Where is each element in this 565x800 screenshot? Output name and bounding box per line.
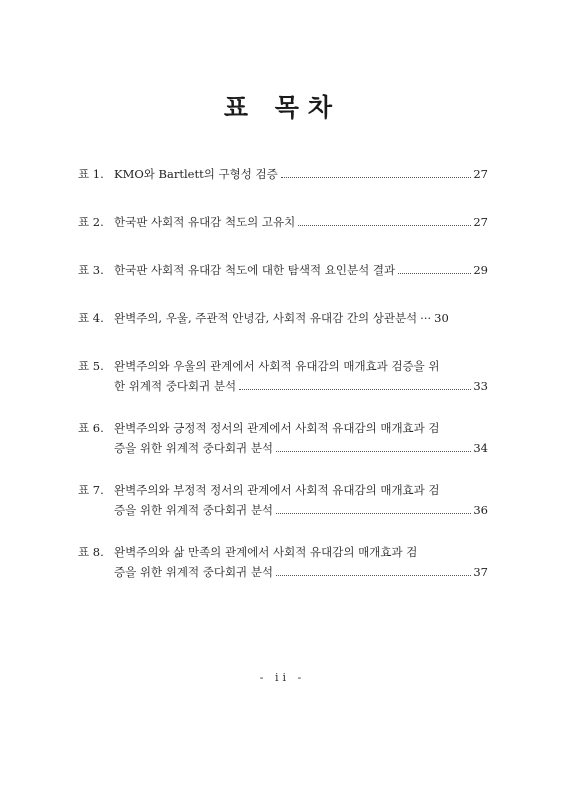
toc-entry-title: 완벽주의와 우울의 관계에서 사회적 유대감의 매개효과 검증을 위 — [114, 359, 440, 373]
toc-entry-title-continued: 증을 위한 위계적 중다회귀 분석 — [114, 503, 274, 517]
toc-page-number: 30 — [434, 311, 449, 325]
toc-page-number: 36 — [473, 503, 488, 517]
toc-entry[interactable] — [78, 260, 488, 280]
dot-leader — [276, 575, 471, 576]
dot-leader — [298, 225, 471, 226]
dot-leader — [276, 513, 471, 514]
toc-entry-title-continued: 증을 위한 위계적 중다회귀 분석 — [114, 441, 274, 455]
toc-entry-title-continued: 증을 위한 위계적 중다회귀 분석 — [114, 565, 274, 579]
toc-entry[interactable] — [78, 308, 488, 328]
ellipsis-leader: ··· — [420, 311, 432, 325]
toc-entry[interactable] — [78, 356, 488, 396]
dot-leader — [398, 273, 471, 274]
toc-entry-title: KMO와 Bartlett의 구형성 검증 — [114, 167, 278, 181]
page-title: 표 목차 — [223, 93, 342, 122]
toc-entry[interactable] — [78, 542, 488, 582]
toc-page-number: 27 — [473, 215, 488, 229]
toc-page-number: 33 — [473, 379, 488, 393]
toc-entry-number: 표 8. — [78, 545, 104, 559]
dot-leader — [281, 177, 472, 178]
toc-entry[interactable] — [78, 480, 488, 520]
dot-leader — [239, 389, 471, 390]
toc-entry-title: 완벽주의, 우울, 주관적 안녕감, 사회적 유대감 간의 상관분석 — [114, 311, 418, 325]
toc-page-number: 27 — [473, 167, 488, 181]
toc-entry-number: 표 2. — [78, 215, 104, 229]
toc-entry-number: 표 5. — [78, 359, 104, 373]
toc-entry[interactable] — [78, 164, 488, 184]
toc-entry[interactable] — [78, 418, 488, 458]
toc-entry-title: 완벽주의와 삶 만족의 관계에서 사회적 유대감의 매개효과 검 — [114, 545, 418, 559]
toc-entry-number: 표 7. — [78, 483, 104, 497]
toc-page-number: 37 — [473, 565, 488, 579]
toc-entry-title-continued: 한 위계적 중다회귀 분석 — [114, 379, 237, 393]
toc-entry-title: 한국판 사회적 유대감 척도에 대한 탐색적 요인분석 결과 — [114, 263, 396, 277]
toc-entry-number: 표 1. — [78, 167, 104, 181]
toc-entry-title: 완벽주의와 부정적 정서의 관계에서 사회적 유대감의 매개효과 검 — [114, 483, 440, 497]
toc-page-number: 29 — [473, 263, 488, 277]
toc-entry-title: 완벽주의와 긍정적 정서의 관계에서 사회적 유대감의 매개효과 검 — [114, 421, 440, 435]
toc-entry-number: 표 3. — [78, 263, 104, 277]
toc-entry-number: 표 4. — [78, 311, 104, 325]
toc-entry[interactable] — [78, 212, 488, 232]
table-of-contents — [78, 164, 488, 582]
toc-page-number: 34 — [473, 441, 488, 455]
toc-entry-title: 한국판 사회적 유대감 척도의 고유치 — [114, 215, 296, 229]
toc-entry-number: 표 6. — [78, 421, 104, 435]
page-number-footer: - ii - — [259, 671, 306, 684]
dot-leader — [276, 451, 471, 452]
